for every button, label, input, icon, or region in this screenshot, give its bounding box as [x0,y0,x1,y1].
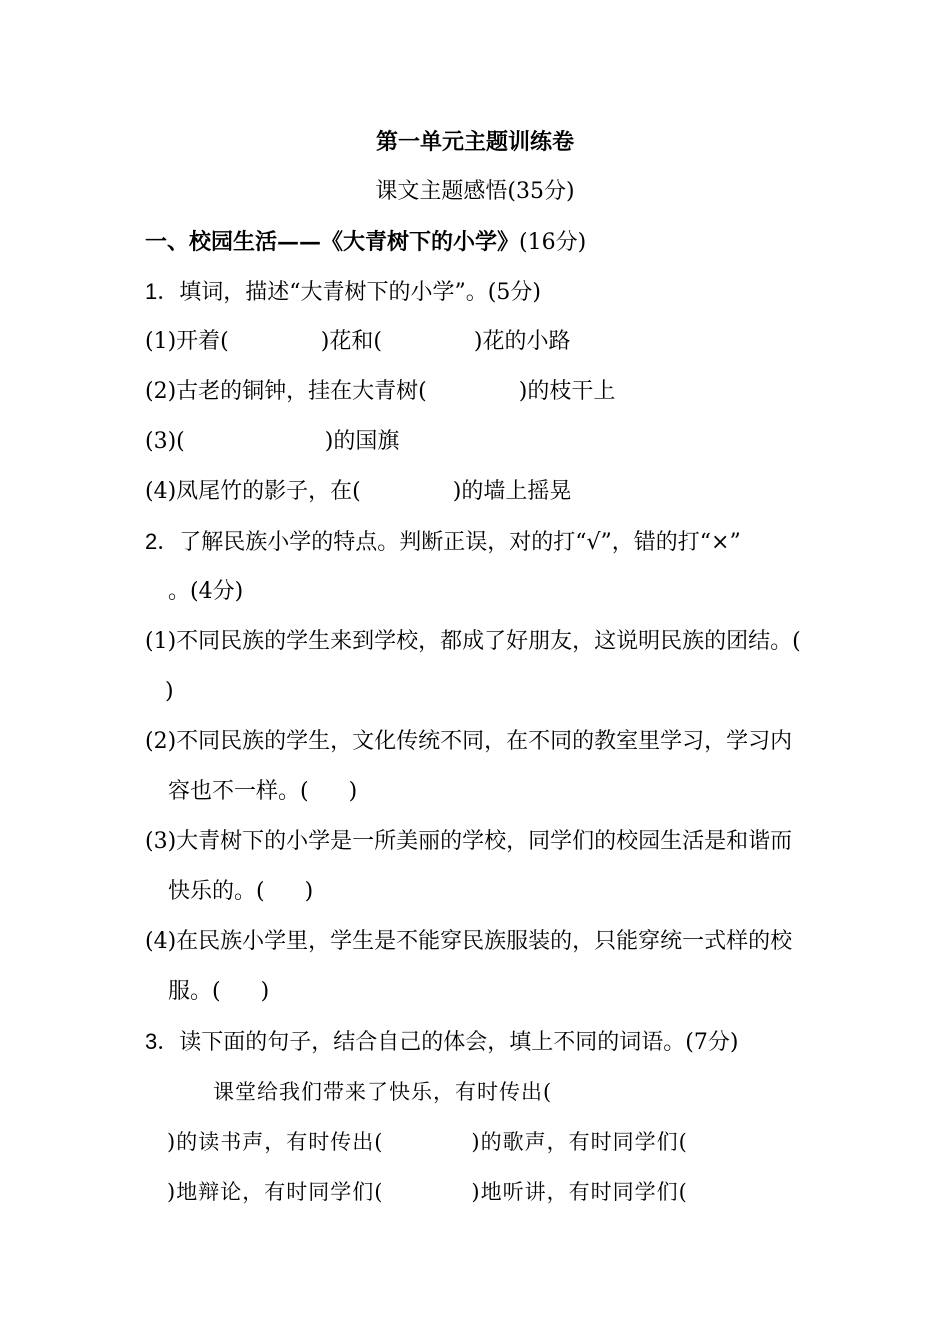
q2-item-2-line-1: (2)不同民族的学生，文化传统不同，在不同的教室里学习，学习内 [145,729,793,754]
q1-item-1-text-c: )花的小路 [473,329,571,354]
q3-passage-line-3 [167,1178,688,1206]
q2-item-3-line-1: (3)大青树下的小学是一所美丽的学校，同学们的校园生活是和谐而 [145,829,793,854]
q1-item-4-text-b: )的墙上摇晃 [452,479,572,504]
q1-item-1 [145,328,571,356]
question-2-stem-cont: 。(4分) [168,579,244,604]
question-1-stem [145,278,541,307]
question-text: 读下面的句子，结合自己的体会，填上不同的词语。(7分) [179,1030,739,1055]
section-points: (16分) [519,230,587,255]
q2-item-4-text: 服。( [168,979,221,1004]
question-text: 了解民族小学的特点。判断正误，对的打“√”，错的打“×” [179,530,741,555]
question-text: 填词，描述“大青树下的小学”。(5分) [179,280,541,305]
q3-line-2-text-a: )的读书声，有时传出( [167,1130,384,1154]
question-number: 3． [145,1029,180,1054]
question-number: 1． [145,279,180,304]
q3-passage-line-1 [213,1078,552,1106]
q1-item-2 [145,378,615,406]
section-heading [145,228,586,257]
page-title: 第一单元主题训练卷 [375,129,574,155]
q2-item-1-line-1: (1)不同民族的学生来到学校，都成了好朋友，这说明民族的团结。( [145,629,801,654]
q2-item-2-line-2 [168,778,357,806]
q1-item-2-text-b: )的枝干上 [518,379,616,404]
q1-item-4 [145,478,571,506]
page-subtitle: 课文主题感悟(35分) [375,179,575,204]
q2-item-1-line-2 [165,678,174,706]
question-number: 2． [145,529,180,554]
question-2-stem [145,528,741,557]
q3-line-3-text-a: )地辩论，有时同学们( [167,1180,384,1204]
q3-line-1-text: 课堂给我们带来了快乐，有时传出( [213,1080,553,1104]
section-title: 一、校园生活——《大青树下的小学》 [145,229,520,255]
q1-item-4-text-a: (4)凤尾竹的影子，在( [145,479,361,504]
q1-item-3-text-a: (3)( [145,429,185,454]
q3-passage-line-2 [167,1128,688,1156]
q2-item-4-line-2 [168,978,269,1006]
q2-item-3-close: ) [304,879,314,904]
q2-item-4-line-1: (4)在民族小学里，学生是不能穿民族服装的，只能穿统一式样的校 [145,929,793,954]
question-3-stem [145,1028,738,1057]
q1-item-3-text-b: )的国旗 [324,429,400,454]
q2-item-2-text: 容也不一样。( [168,779,309,804]
q3-line-2-text-b: )的歌声，有时同学们( [471,1130,688,1154]
q1-item-1-text-a: (1)开着( [145,329,229,354]
q2-item-3-line-2 [168,878,313,906]
q2-item-4-close: ) [260,979,270,1004]
q2-item-1-close: ) [165,679,174,704]
q1-item-2-text-a: (2)古老的铜钟，挂在大青树( [145,379,427,404]
q2-item-3-text: 快乐的。( [168,879,265,904]
q2-item-2-close: ) [348,779,358,804]
q3-line-3-text-b: )地听讲，有时同学们( [471,1180,688,1204]
q1-item-1-text-b: )花和( [320,329,382,354]
q1-item-3 [145,428,399,456]
